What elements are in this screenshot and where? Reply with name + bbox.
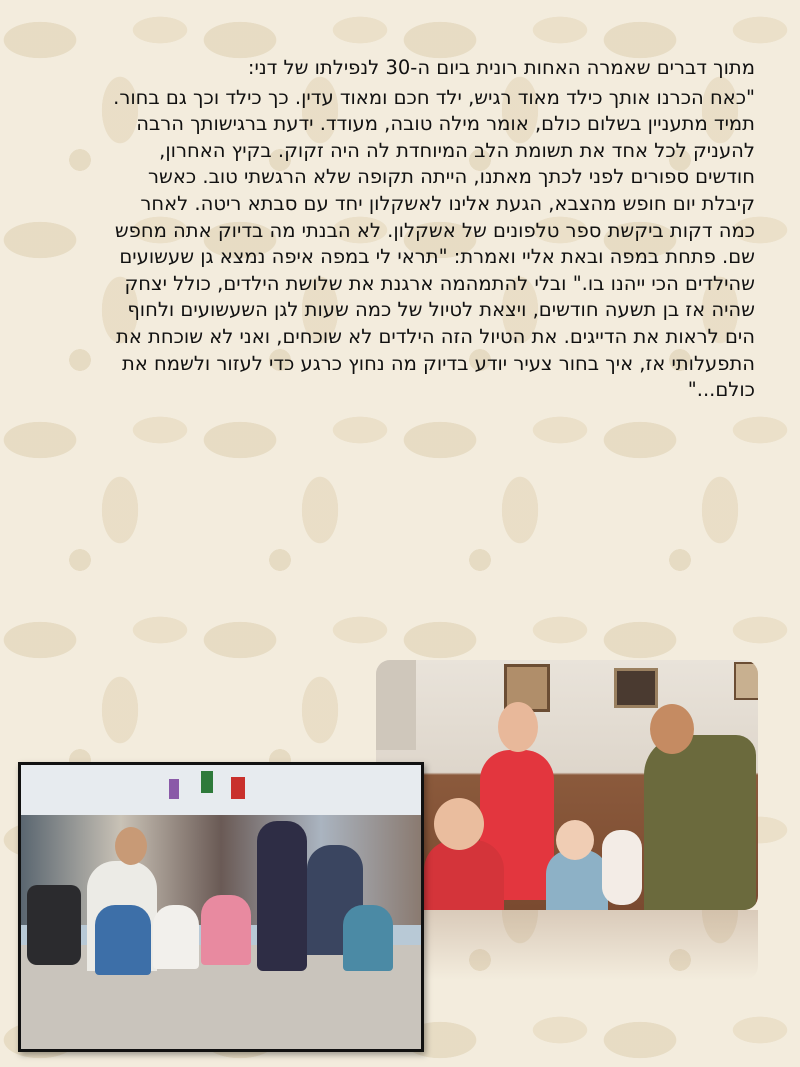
girl-dress <box>257 821 307 971</box>
man-head <box>115 827 147 865</box>
window-frame <box>376 660 416 750</box>
article-text <box>105 55 755 404</box>
wall-picture <box>614 668 658 708</box>
soldier-head <box>650 704 694 754</box>
photo-family-indoor <box>376 660 758 910</box>
boy-teal <box>343 905 393 971</box>
flag-purple <box>169 779 179 799</box>
boy-white <box>153 905 199 969</box>
stroller <box>27 885 81 965</box>
photo-reflection <box>376 910 758 980</box>
flag-red <box>231 777 245 799</box>
child-girl-head <box>498 702 538 752</box>
girl-pink <box>201 895 251 965</box>
baby-white <box>602 830 642 905</box>
child-boy-red <box>424 840 504 910</box>
child-boy-head <box>434 798 484 850</box>
toddler-head <box>556 820 594 860</box>
soldier-uniform <box>644 735 756 910</box>
article-heading: מתוך דברים שאמרה האחות רונית ביום ה-30 לנפילתו של דני: <box>247 56 755 79</box>
article-quote: "כאח הכרנו אותך כילד מאוד רגיש, ילד חכם ומאוד עדין. כך כילד וכך גם בחור. תמיד מתעניין בשלום כולם, אומר מילה טובה, מעודד. ידעת ברגישותך הרבה להעניק לכל אחד את תשומת הלב המיוחדת לה היה זקוק. בקיץ האחרון, חודשים ספורים לפני לכתך מאתנו, הייתה תקופה שלא הרגשתי טוב. כאשר קיבלת יום חופש מהצבא, הגעת אלינו לאשקלון יחד עם סבתא ריטה. לאחר כמה דקות ביקשת ספר טלפונים של אשקלון. לא הבנתי מה בדיוק אתה מחפש שם. פתחת במפה ובאת אליי ואמרת: "תראי לי במפה איפה נמצא גן שעשועים שהילדים הכי ייהנו בו." ובלי להתמהמה ארגנת את שלושת הילדים, כולל יצחק שהיה אז בן תשעה חודשים, ויצאת לטיול של כמה שעות לגן השעשועים ולחוף הים לראות את הדייגים. את הטיול הזה הילדים לא שוכחים, ואני לא שוכחת את התפעלותי אז, איך בחור צעיר יודע בדיוק מה נחוץ כרגע כדי לעזור ולשמח את כולם..." <box>113 85 755 402</box>
photo-family-outdoor <box>18 762 424 1052</box>
boy-blue <box>95 905 151 975</box>
wall-picture <box>734 662 758 700</box>
flag-green <box>201 771 213 793</box>
